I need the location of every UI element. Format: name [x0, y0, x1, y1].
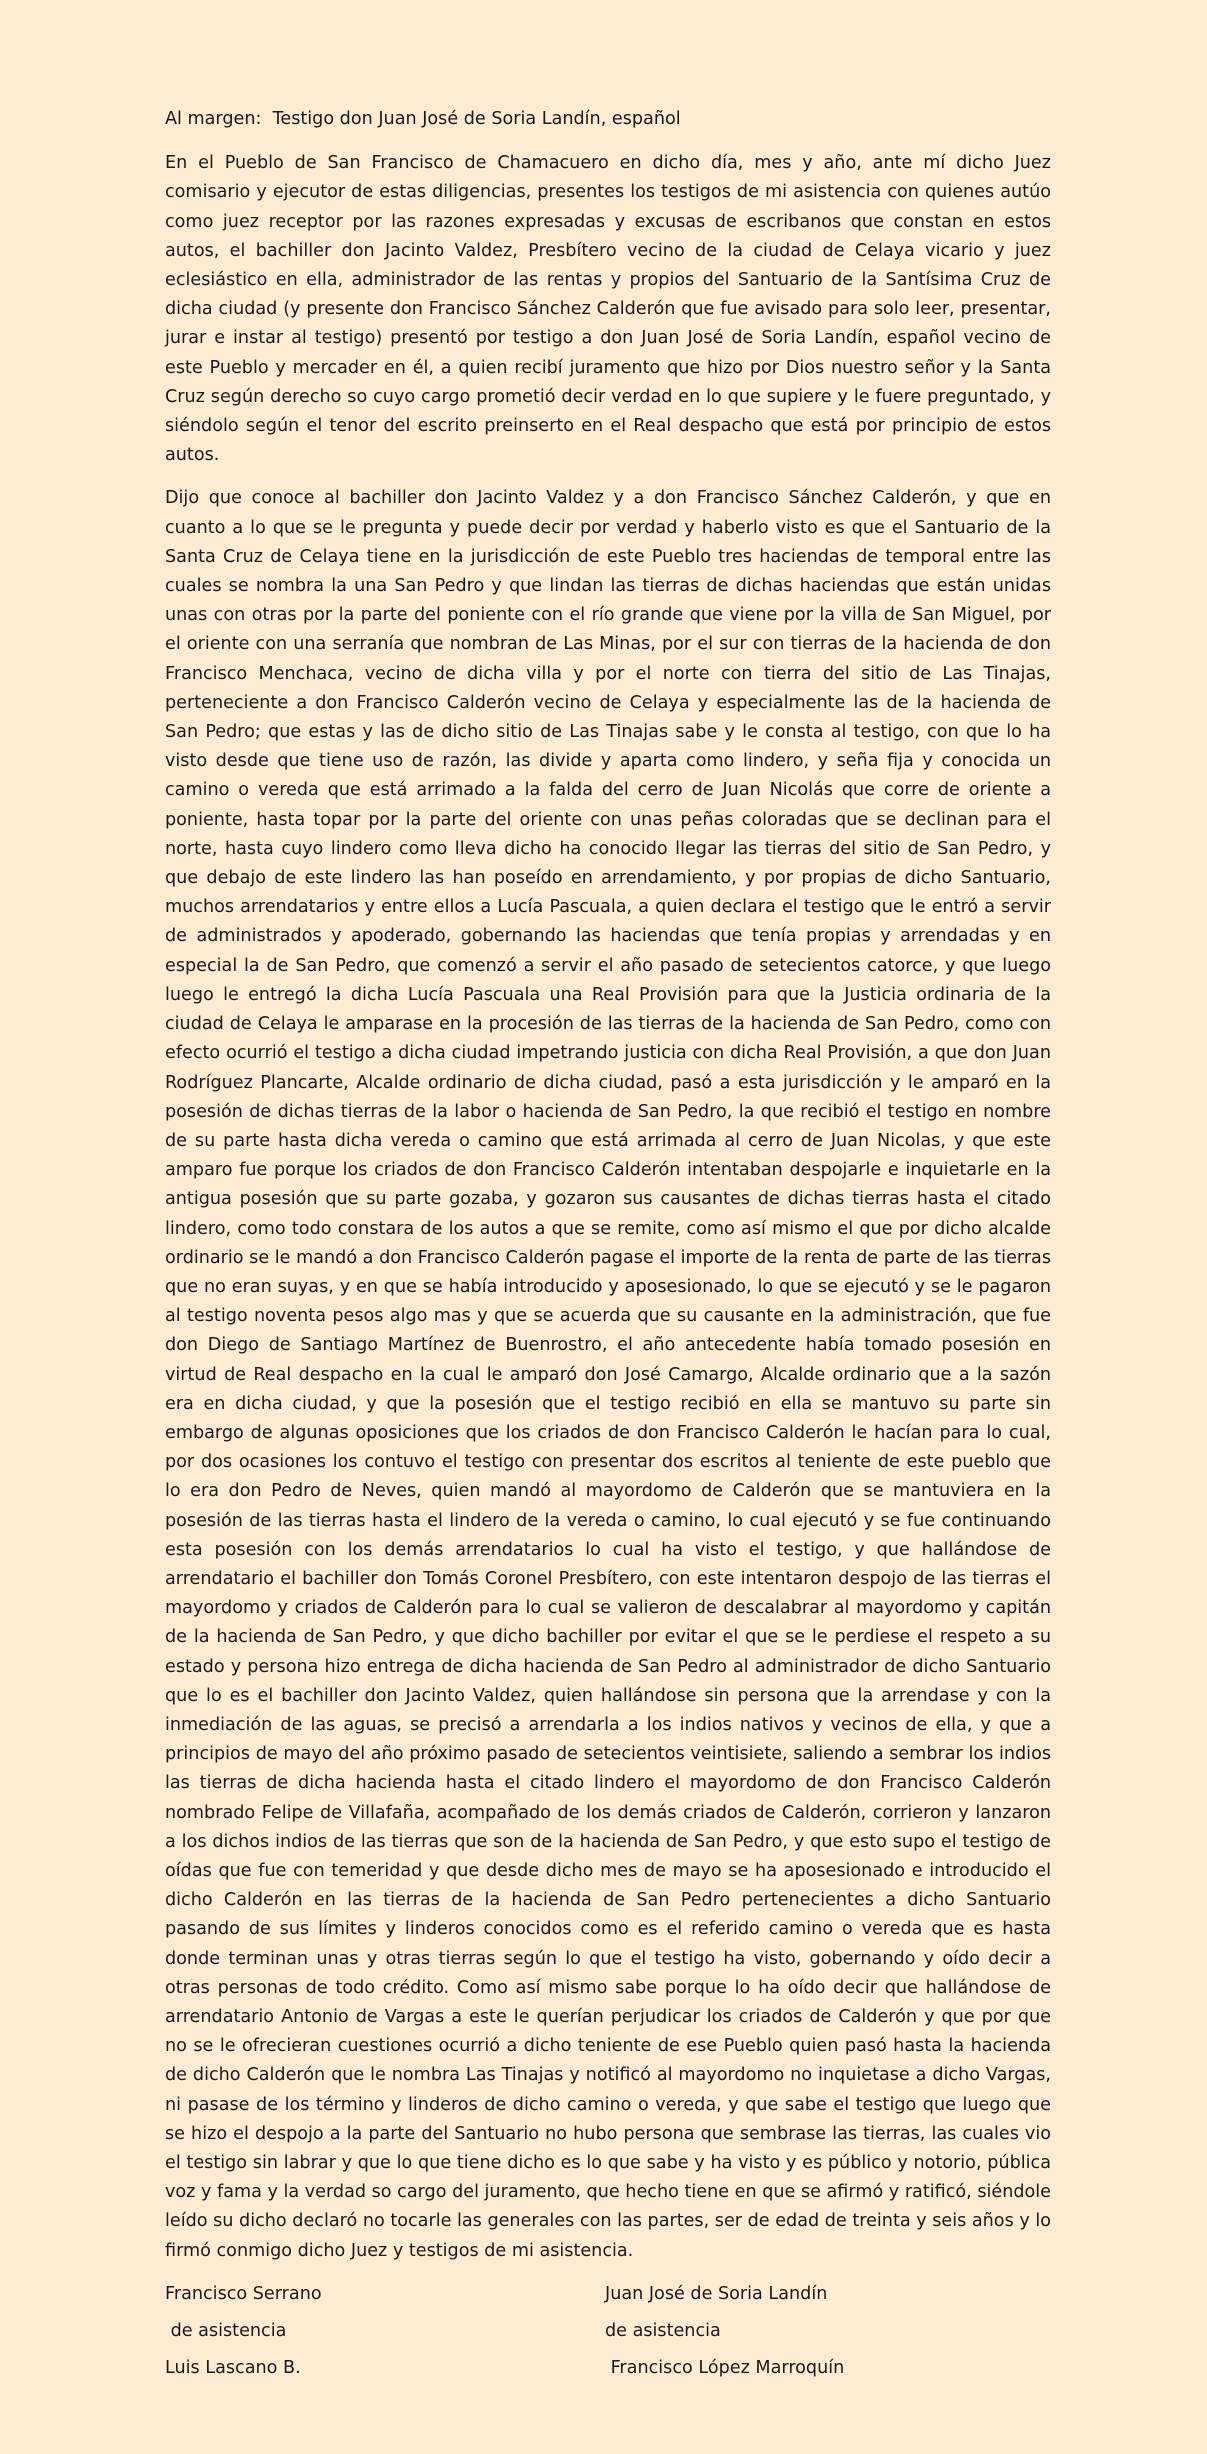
signature-luis-lascano: Luis Lascano B. — [165, 2357, 301, 2378]
signature-row — [165, 2317, 1051, 2354]
signature-row — [165, 2354, 1051, 2391]
document-page — [165, 105, 1051, 2391]
signature-row — [165, 2280, 1051, 2317]
margin-note: Al margen: Testigo don Juan José de Soria Landín, español — [165, 109, 681, 129]
signature-block — [165, 2280, 1051, 2391]
signature-role-right: de asistencia — [605, 2320, 721, 2341]
paragraph-testimony: Dijo que conoce al bachiller don Jacinto Valdez y a don Francisco Sánchez Calderón, y que en cuanto a lo que se le pregunta y puede decir por verdad y haberlo visto es que el Santuario de la Santa Cruz de Celaya tiene en la jurisdicción de este Pueblo tres haciendas de temporal entre las cuales se nombra la una San Pedro y que lindan las tierras de dichas haciendas que están unidas unas con otras por la parte del poniente con el río grande que viene por la villa de San Miguel, por el oriente con una serranía que nombran de Las Minas, por el sur con tierras de la hacienda de don Francisco Menchaca, vecino de dicha villa y por el norte con tierra del sitio de Las Tinajas, perteneciente a don Francisco Calderón vecino de Celaya y especialmente las de la hacienda de San Pedro; que estas y las de dicho sitio de Las Tinajas sabe y le consta al testigo, con que lo ha visto desde que tiene uso de razón, las divide y aparta como lindero, y seña fija y conocida un camino o vereda que está arrimado a la falda del cerro de Juan Nicolás que corre de oriente a poniente, hasta topar por la parte del oriente con unas peñas coloradas que se declinan para el norte, hasta cuyo lindero como lleva dicho ha conocido llegar las tierras del sitio de San Pedro, y que debajo de este lindero las han poseído en arrendamiento, y por propias de dicho Santuario, muchos arrendatarios y entre ellos a Lucía Pascuala, a quien declara el testigo que le entró a servir de administrados y apoderado, gobernando las haciendas que tenía propias y arrendadas y en especial la de San Pedro, que comenzó a servir el año pasado de setecientos catorce, y que luego luego le entregó la dicha Lucía Pascuala una Real Provisión para que la Justicia ordinaria de la ciudad de Celaya le amparase en la procesión de las tierras de la hacienda de San Pedro, como con efecto ocurrió el testigo a dicha ciudad impetrando justicia con dicha Real Provisión, a que don Juan Rodríguez Plancarte, Alcalde ordinario de dicha ciudad, pasó a esta jurisdicción y le amparó en la posesión de dichas tierras de la labor o hacienda de San Pedro, la que recibió el testigo en nombre de su parte hasta dicha vereda o camino que está arrimada al cerro de Juan Nicolas, y que este amparo fue porque los criados de don Francisco Calderón intentaban despojarle e inquietarle en la antigua posesión que su parte gozaba, y gozaron sus causantes de dichas tierras hasta el citado lindero, como todo constara de los autos a que se remite, como así mismo el que por dicho alcalde ordinario se le mandó a don Francisco Calderón pagase el importe de la renta de parte de las tierras que no eran suyas, y en que se había introducido y aposesionado, lo que se ejecutó y se le pagaron al testigo noventa pesos algo mas y que se acuerda que su causante en la administración, que fue don Diego de Santiago Martínez de Buenrostro, el año antecedente había tomado posesión en virtud de Real despacho en la cual le amparó don José Camargo, Alcalde ordinario que a la sazón era en dicha ciudad, y que la posesión que el testigo recibió en ella se mantuvo su parte sin embargo de algunas oposiciones que los criados de don Francisco Calderón le hacían para lo cual, por dos ocasiones los contuvo el testigo con presentar dos escritos al teniente de este pueblo que lo era don Pedro de Neves, quien mandó al mayordomo de Calderón que se mantuviera en la posesión de las tierras hasta el lindero de la vereda o camino, lo cual ejecutó y se fue continuando esta posesión con los demás arrendatarios lo cual ha visto el testigo, y que hallándose de arrendatario el bachiller don Tomás Coronel Presbítero, con este intentaron despojo de las tierras el mayordomo y criados de Calderón para lo cual se valieron de descalabrar al mayordomo y capitán de la hacienda de San Pedro, y que dicho bachiller por evitar el que se le perdiese el respeto a su estado y persona hizo entrega de dicha hacienda de San Pedro al administrador de dicho Santuario que lo es el bachiller don Jacinto Valdez, quien hallándose sin persona que la arrendase y con la inmediación de las aguas, se precisó a arrendarla a los indios nativos y vecinos de ella, y que a principios de mayo del año próximo pasado de setecientos veintisiete, saliendo a sembrar los indios las tierras de dicha hacienda hasta el citado lindero el mayordomo de don Francisco Calderón nombrado Felipe de Villafaña, acompañado de los demás criados de Calderón, corrieron y lanzaron a los dichos indios de las tierras que son de la hacienda de San Pedro, y que esto supo el testigo de oídas que fue con temeridad y que desde dicho mes de mayo se ha aposesionado e introducido el dicho Calderón en las tierras de la hacienda de San Pedro pertenecientes a dicho Santuario pasando de sus límites y linderos conocidos como es el referido camino o vereda que es hasta donde terminan unas y otras tierras según lo que el testigo ha visto, gobernando y oído decir a otras personas de todo crédito. Como así mismo sabe porque lo ha oído decir que hallándose de arrendatario Antonio de Vargas a este le querían perjudicar los criados de Calderón y que por que no se le ofrecieran cuestiones ocurrió a dicho teniente de ese Pueblo quien pasó hasta la hacienda de dicho Calderón que le nombra Las Tinajas y notificó al mayordomo no inquietase a dicho Vargas, ni pasase de los término y linderos de dicho camino o vereda, y que sabe el testigo que luego que se hizo el despojo a la parte del Santuario no hubo persona que sembrase las tierras, las cuales vio el testigo sin labrar y que lo que tiene dicho es lo que sabe y ha visto y es público y notorio, pública voz y fama y la verdad so cargo del juramento, que hecho tiene en que se afirmó y ratificó, siéndole leído su dicho declaró no tocarle las generales con las partes, ser de edad de treinta y seis años y lo firmó conmigo dicho Juez y testigos de mi asistencia. — [165, 488, 1051, 2261]
paragraph-introduction: En el Pueblo de San Francisco de Chamacuero en dicho día, mes y año, ante mí dicho Juez comisario y ejecutor de estas diligencias, presentes los testigos de mi asistencia con quienes autúo como juez receptor por las razones expresadas y excusas de escribanos que constan en estos autos, el bachiller don Jacinto Valdez, Presbítero vecino de la ciudad de Celaya vicario y juez eclesiástico en ella, administrador de las rentas y propios del Santuario de la Santísima Cruz de dicha ciudad (y presente don Francisco Sánchez Calderón que fue avisado para solo leer, presentar, jurar e instar al testigo) presentó por testigo a don Juan José de Soria Landín, español vecino de este Pueblo y mercader en él, a quien recibí juramento que hizo por Dios nuestro señor y la Santa Cruz según derecho so cuyo cargo prometió decir verdad en lo que supiere y le fuere preguntado, y siéndolo según el tenor del escrito preinserto en el Real despacho que está por principio de estos autos. — [165, 153, 1051, 466]
signature-francisco-lopez-marroquin: Francisco López Marroquín — [605, 2357, 845, 2378]
signature-role-left: de asistencia — [165, 2320, 287, 2341]
signature-francisco-serrano: Francisco Serrano — [165, 2283, 322, 2304]
signature-juan-jose-de-soria: Juan José de Soria Landín — [605, 2283, 828, 2304]
